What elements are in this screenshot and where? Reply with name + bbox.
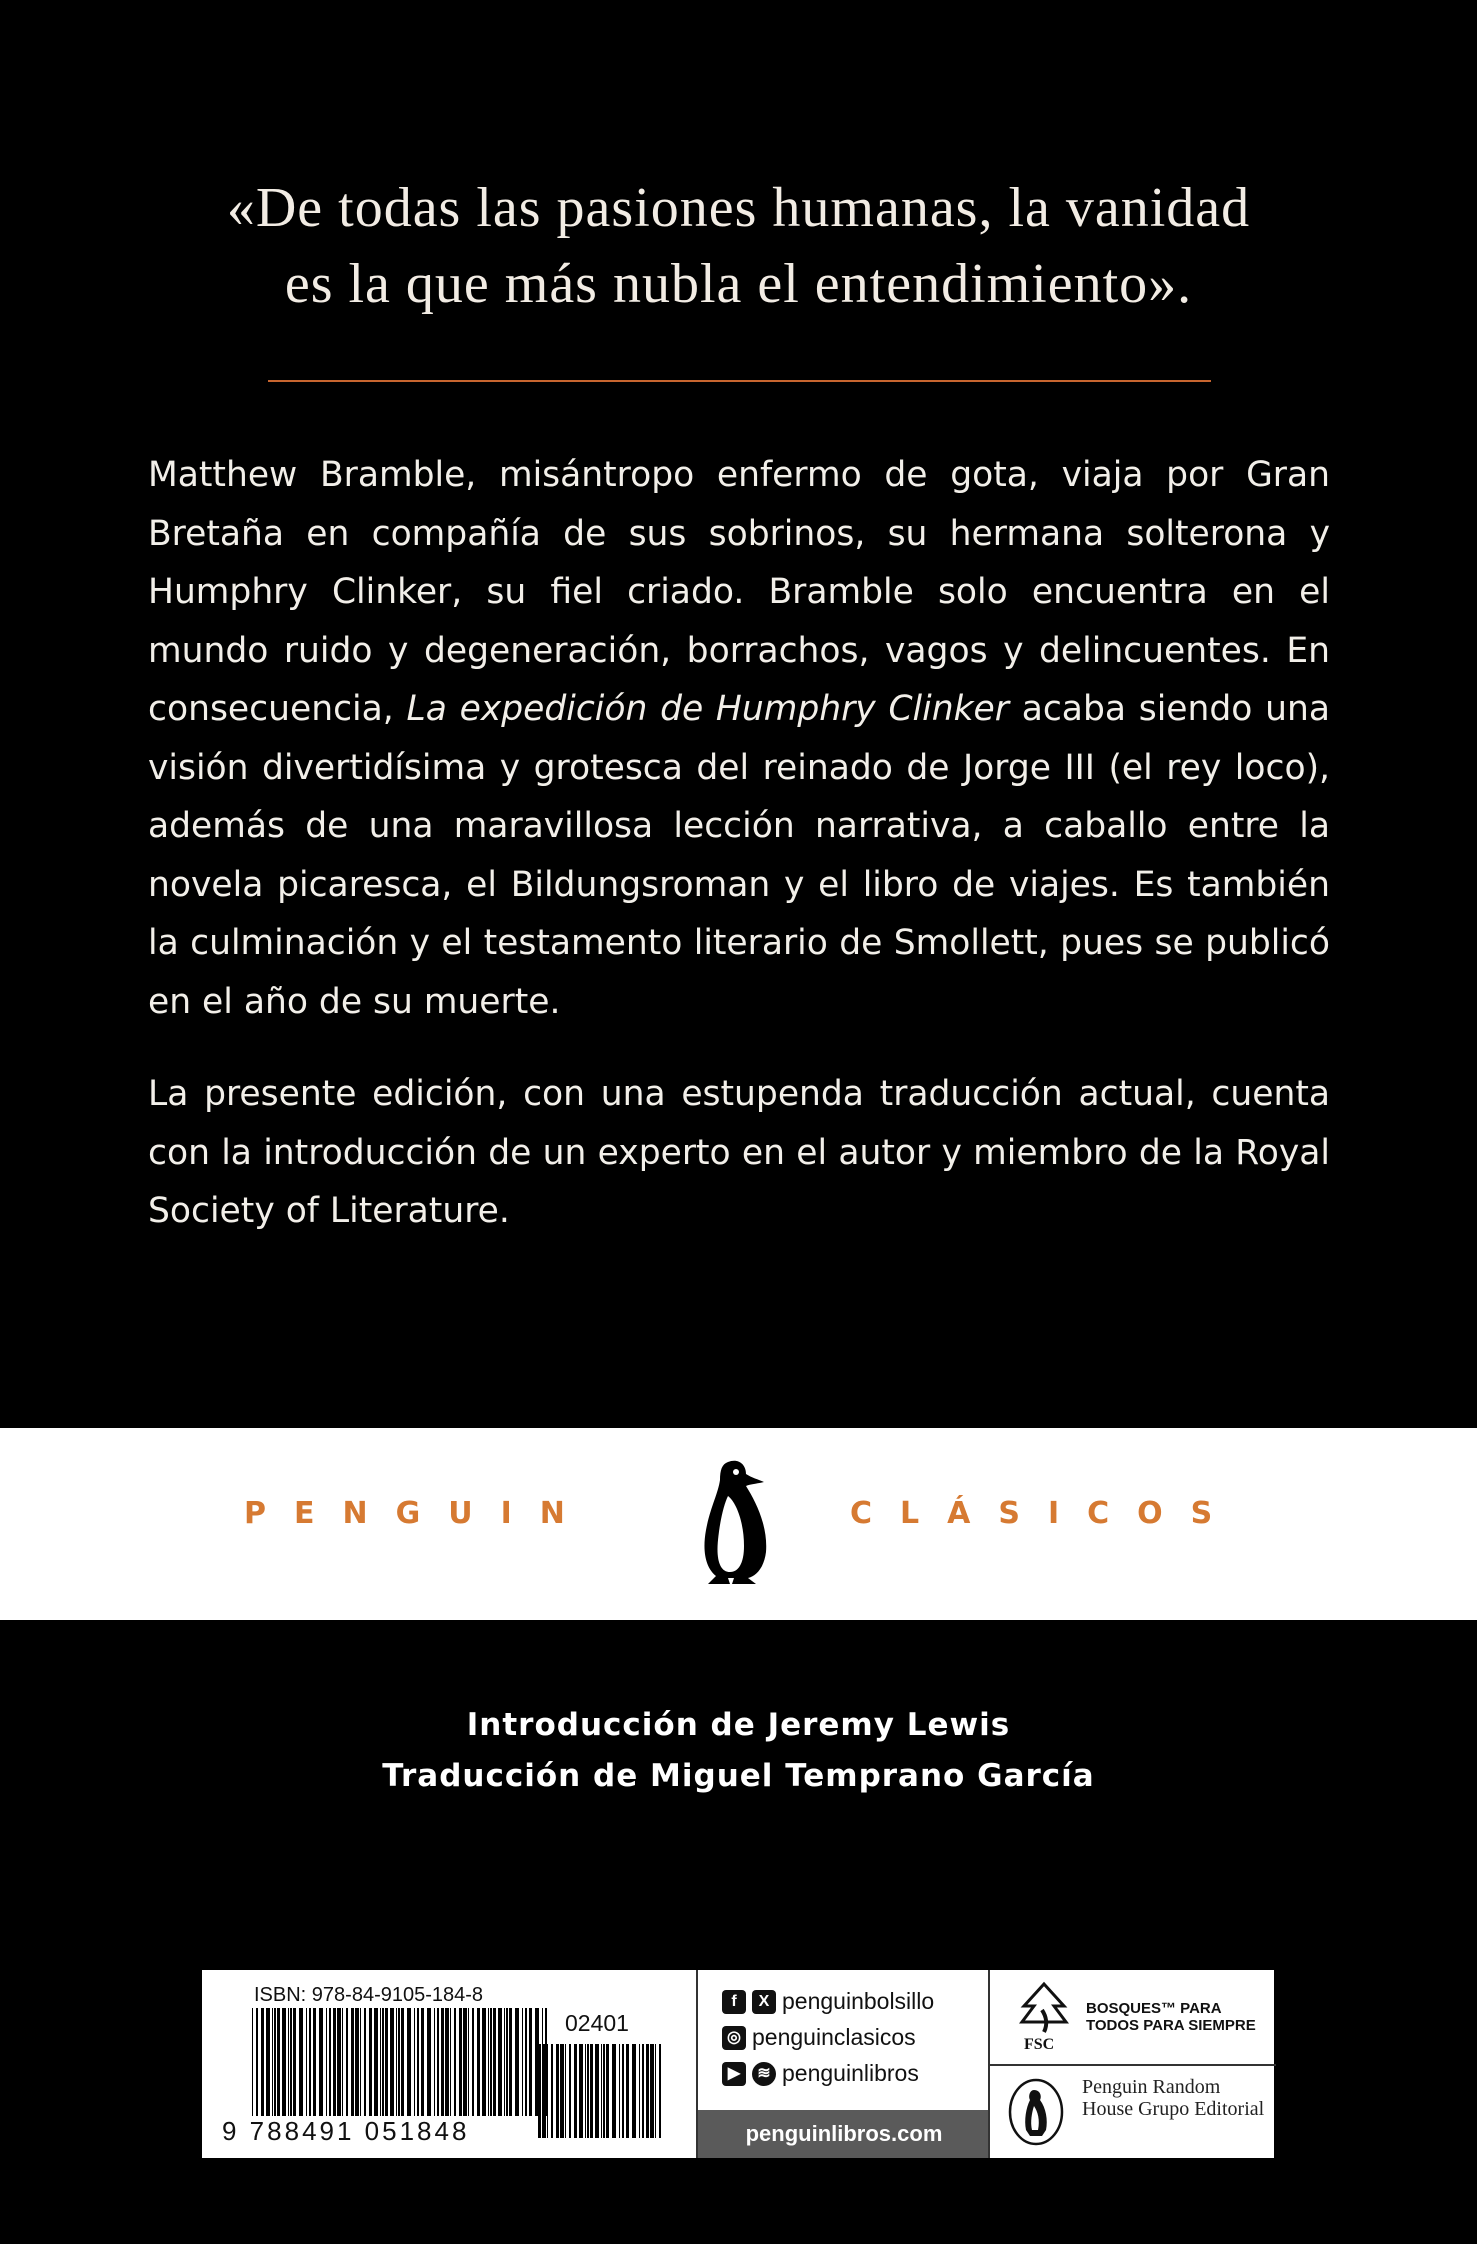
barcode-bar: [515, 2008, 519, 2116]
barcode-bar: [493, 2008, 496, 2116]
barcode-bar: [407, 2008, 411, 2116]
prh-penguin-icon: [1006, 2078, 1066, 2146]
barcode-bar: [547, 2044, 548, 2138]
barcode-bar: [364, 2008, 366, 2116]
barcode-bar: [603, 2044, 605, 2138]
social-media: [696, 1970, 990, 2158]
barcode-bar: [401, 2008, 404, 2116]
divider-rule: [268, 380, 1211, 382]
barcode-bar: [509, 2008, 512, 2116]
barcode-bar: [504, 2008, 505, 2116]
barcode-bar: [417, 2008, 419, 2116]
barcode-bar: [293, 2008, 296, 2116]
barcode-bar: [587, 2044, 589, 2138]
blurb-paragraph-2: La presente edición, con una estupenda traducción actual, cuenta con la introducción de un experto en el autor y miembro de la Royal Society of Literature.: [148, 1074, 1330, 1231]
barcode-bar: [421, 2008, 424, 2116]
fsc-slogan: BOSQUES™ PARA TODOS PARA SIEMPRE: [1086, 2000, 1256, 2034]
barcode-bar: [306, 2008, 307, 2116]
instagram-icon[interactable]: ◎: [722, 2026, 746, 2050]
barcode-bar: [463, 2008, 467, 2116]
barcode-bar: [632, 2044, 636, 2138]
addon-barcode: [538, 2044, 668, 2138]
barcode-bar: [342, 2008, 343, 2116]
barcode-bar: [522, 2008, 523, 2116]
barcode-bar: [626, 2044, 629, 2138]
barcode-bar: [309, 2008, 311, 2116]
credits: [0, 1700, 1477, 1802]
barcode-area: [202, 1970, 696, 2158]
barcode-bar: [542, 2044, 546, 2138]
barcode-bar: [385, 2008, 388, 2116]
barcode-bar: [427, 2008, 431, 2116]
barcode-bar: [529, 2008, 532, 2116]
barcode-bar: [274, 2008, 276, 2116]
barcode-bar: [606, 2044, 609, 2138]
handle-libros[interactable]: penguinlibros: [782, 2060, 919, 2086]
barcode-bar: [459, 2008, 462, 2116]
barcode-bar: [272, 2008, 273, 2116]
barcode-bar: [326, 2008, 327, 2116]
barcode-bar: [477, 2008, 480, 2116]
barcode-bar: [374, 2008, 378, 2116]
isbn-label: ISBN: 978-84-9105-184-8: [254, 1984, 484, 2006]
barcode-bar: [252, 2008, 253, 2116]
barcode-bar: [612, 2044, 616, 2138]
social-row-clasicos: [722, 2024, 916, 2051]
translation-credit: Traducción de Miguel Temprano García: [382, 1758, 1095, 1794]
barcode-bar: [538, 2044, 541, 2138]
pull-quote: [0, 170, 1477, 322]
barcode-bar: [380, 2008, 381, 2116]
barcode-bar: [569, 2044, 571, 2138]
barcode-bar: [319, 2008, 323, 2116]
ean-digits: 9 788491 051848: [222, 2116, 470, 2146]
barcode-bar: [490, 2008, 492, 2116]
barcode-bar: [551, 2044, 553, 2138]
barcode-bar: [396, 2008, 397, 2116]
spotify-icon[interactable]: ≋: [752, 2062, 776, 2086]
barcode-bar: [261, 2008, 264, 2116]
book-title: La expedición de Humphry Clinker: [406, 689, 1009, 729]
barcode-bar: [579, 2044, 583, 2138]
barcode-bar: [329, 2008, 331, 2116]
barcode-bar: [595, 2044, 599, 2138]
barcode-bar: [556, 2044, 559, 2138]
series-word-penguin: PENGUIN: [244, 1496, 593, 1531]
barcode-bar: [498, 2008, 502, 2116]
barcode-bar: [398, 2008, 400, 2116]
blurb: [148, 446, 1330, 1275]
website-link[interactable]: penguinlibros.com: [698, 2110, 990, 2158]
barcode-bar: [655, 2044, 656, 2138]
barcode-bar: [601, 2044, 602, 2138]
barcode-bar: [619, 2044, 620, 2138]
barcode-bar: [441, 2008, 444, 2116]
youtube-icon[interactable]: ▶: [722, 2062, 746, 2086]
barcode-bar: [659, 2044, 661, 2138]
facebook-icon[interactable]: f: [722, 1990, 746, 2014]
barcode-bar: [590, 2044, 593, 2138]
barcode-bar: [437, 2008, 439, 2116]
ean-barcode: [252, 2008, 552, 2116]
quote-line-1: «De todas las pasiones humanas, la vanidad: [226, 177, 1251, 239]
barcode-bar: [277, 2008, 280, 2116]
barcode-bar: [445, 2008, 449, 2116]
barcode-bar: [256, 2008, 258, 2116]
barcode-bar: [288, 2008, 289, 2116]
penguin-icon: [698, 1456, 772, 1588]
barcode-bar: [434, 2008, 435, 2116]
barcode-bar: [282, 2008, 286, 2116]
barcode-bar: [351, 2008, 354, 2116]
barcode-bar: [642, 2044, 644, 2138]
series-word-clasicos: CLÁSICOS: [850, 1496, 1241, 1531]
barcode-bar: [390, 2008, 394, 2116]
barcode-bar: [574, 2044, 577, 2138]
blurb-paragraph-1: Matthew Bramble, misántropo enfermo de gota, viaja por Gran Bretaña en compañía de sus sobrinos, su hermana solterona y Humphry Clinker, su fiel criado. Bramble solo encuentra en el mundo ruido y degeneración, borrachos, vagos y delincuentes. En consecuencia, La expedición de Humphry Clinker acaba siendo una visión divertidísima y grotesca del reinado de Jorge III (el rey loco), además de una maravillosa lección narrativa, a caballo entre la novela picaresca, el Bildungsroman y el libro de viajes. Es también la culminación y el testamento literario de Smollett, pues se publicó en el año de su muerte.: [148, 455, 1330, 1022]
barcode-bar: [650, 2044, 654, 2138]
barcode-bar: [454, 2008, 456, 2116]
addon-code: 02401: [565, 2010, 629, 2036]
barcode-bar: [488, 2008, 489, 2116]
barcode-bar: [266, 2008, 270, 2116]
handle-clasicos[interactable]: penguinclasicos: [752, 2024, 916, 2050]
barcode-bar: [506, 2008, 508, 2116]
social-row-libros: [722, 2060, 919, 2087]
barcode-bar: [646, 2044, 649, 2138]
publisher-logos: [988, 1970, 1276, 2158]
barcode-bar: [565, 2044, 566, 2138]
barcode-bar: [313, 2008, 316, 2116]
barcode-bar: [414, 2008, 415, 2116]
barcode-bar: [369, 2008, 372, 2116]
barcode-bar: [355, 2008, 359, 2116]
barcode-bar: [639, 2044, 640, 2138]
barcode-bar: [333, 2008, 336, 2116]
barcode-bar: [382, 2008, 384, 2116]
barcode-bar: [360, 2008, 361, 2116]
info-box: [202, 1970, 1274, 2158]
x-icon[interactable]: X: [752, 1990, 776, 2014]
fsc-label: FSC: [1024, 2036, 1055, 2053]
barcode-bar: [468, 2008, 469, 2116]
barcode-bar: [482, 2008, 486, 2116]
barcode-bar: [560, 2044, 564, 2138]
quote-line-2: es la que más nubla el entendimiento».: [284, 253, 1193, 315]
fsc-tree-icon: [1018, 1980, 1070, 2034]
handle-bolsillo[interactable]: penguinbolsillo: [782, 1988, 935, 2014]
barcode-bar: [525, 2008, 527, 2116]
barcode-bar: [585, 2044, 586, 2138]
social-row-bolsillo: [722, 1988, 934, 2015]
introduction-credit: Introducción de Jeremy Lewis: [466, 1707, 1011, 1743]
prh-logo: [990, 2066, 1276, 2158]
barcode-bar: [622, 2044, 624, 2138]
series-band: [0, 1428, 1477, 1620]
barcode-bar: [472, 2008, 474, 2116]
barcode-bar: [299, 2008, 303, 2116]
barcode-bar: [450, 2008, 451, 2116]
fsc-logo: [990, 1970, 1276, 2066]
barcode-bar: [337, 2008, 341, 2116]
barcode-bar: [290, 2008, 292, 2116]
barcode-bar: [346, 2008, 348, 2116]
publisher-name: Penguin Random House Grupo Editorial: [1082, 2076, 1265, 2120]
